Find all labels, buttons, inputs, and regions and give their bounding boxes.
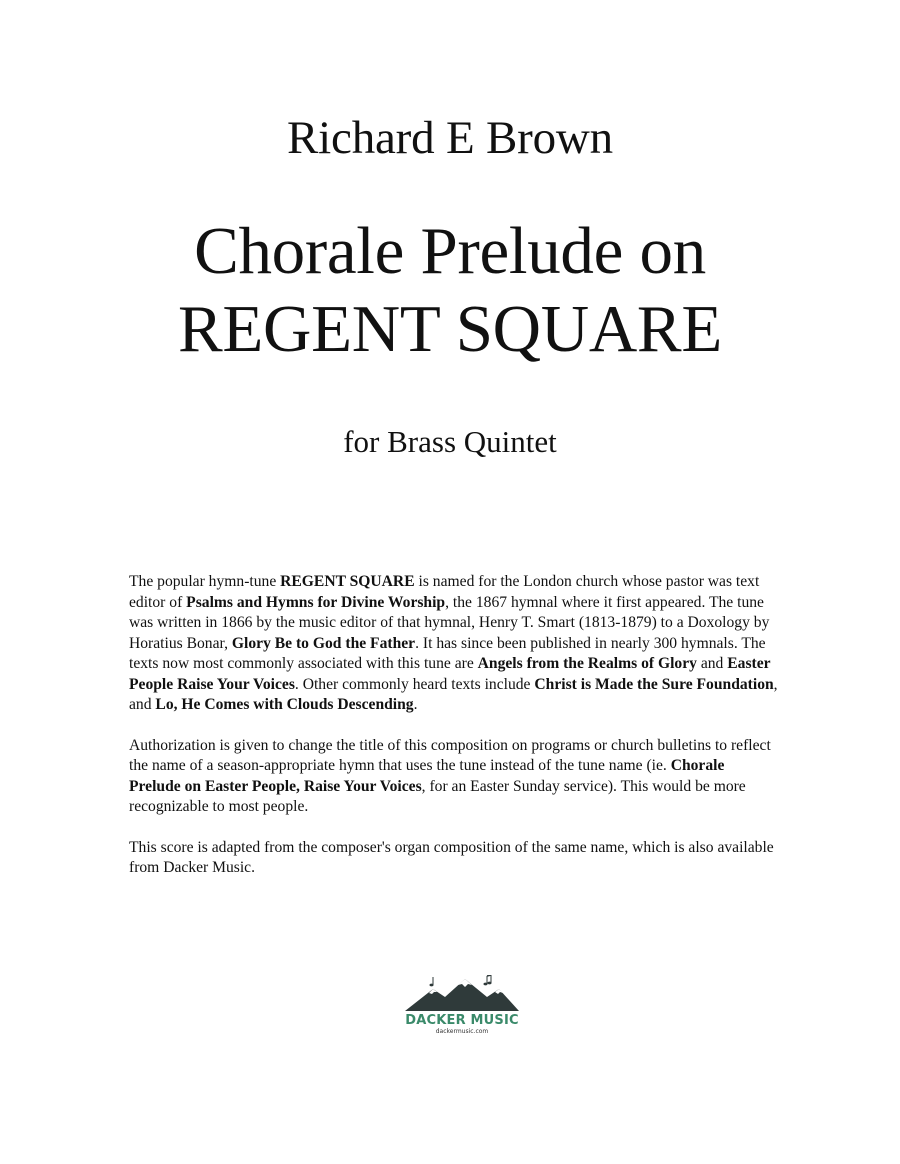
text-run: , the 1867 hymnal where it first appeared. The tune was written in 1866 by the music editor of that hymnal, Henry T. Smart (1813-1879) to a Doxology by Horatius Bonar, [129, 593, 770, 652]
title-line-2: REGENT SQUARE [178, 292, 722, 366]
notes-paragraph-1 [129, 572, 779, 716]
emphasized-title: Chorale Prelude on Easter People, Raise Your Voices [129, 757, 725, 795]
text-run: . [413, 696, 418, 713]
emphasized-title: Lo, He Comes with Clouds Descending [155, 696, 414, 713]
text-run: , and [129, 675, 778, 713]
text-run: Authorization is given to change the title of this composition on programs or church bulletins to reflect the name of a season-appropriate hymn that uses the tune instead of the tune name (ie. [129, 736, 771, 774]
text-run: The popular hymn-tune [129, 573, 281, 590]
composer-name: Richard E Brown [287, 112, 613, 164]
emphasized-title: Psalms and Hymns for Divine Worship [186, 593, 446, 611]
text-run: This score is adapted from the composer's organ composition of the same name, which is also available from Dacker Music. [129, 838, 774, 876]
text-run: and [696, 655, 728, 672]
mountain-music-logo-icon [403, 975, 521, 1013]
emphasized-title: REGENT SQUARE [280, 573, 415, 590]
publisher-logo [400, 975, 524, 1045]
emphasized-title: Christ is Made the Sure Foundation [534, 675, 774, 693]
program-notes [129, 572, 779, 899]
text-run: . It has since been published in nearly 300 hymnals. The texts now most commonly associated with this tune are [129, 634, 766, 672]
emphasized-title: Glory Be to God the Father [231, 634, 416, 652]
emphasized-title: Easter People Raise Your Voices [129, 655, 771, 693]
publisher-url: dackermusic.com [435, 1028, 489, 1035]
text-run: . Other commonly heard texts include [294, 675, 535, 693]
emphasized-title: Angels from the Realms of Glory [477, 655, 697, 672]
notes-paragraph-3 [129, 838, 779, 879]
publisher-name: DACKER MUSIC [405, 1013, 519, 1028]
text-run: is named for the London church whose pastor was text editor of [129, 573, 760, 611]
page-title [0, 212, 900, 368]
title-line-1: Chorale Prelude on [194, 214, 706, 288]
instrumentation-subtitle: for Brass Quintet [343, 424, 557, 459]
notes-paragraph-2 [129, 736, 779, 818]
text-run: , for an Easter Sunday service). This would be more recognizable to most people. [129, 777, 746, 815]
